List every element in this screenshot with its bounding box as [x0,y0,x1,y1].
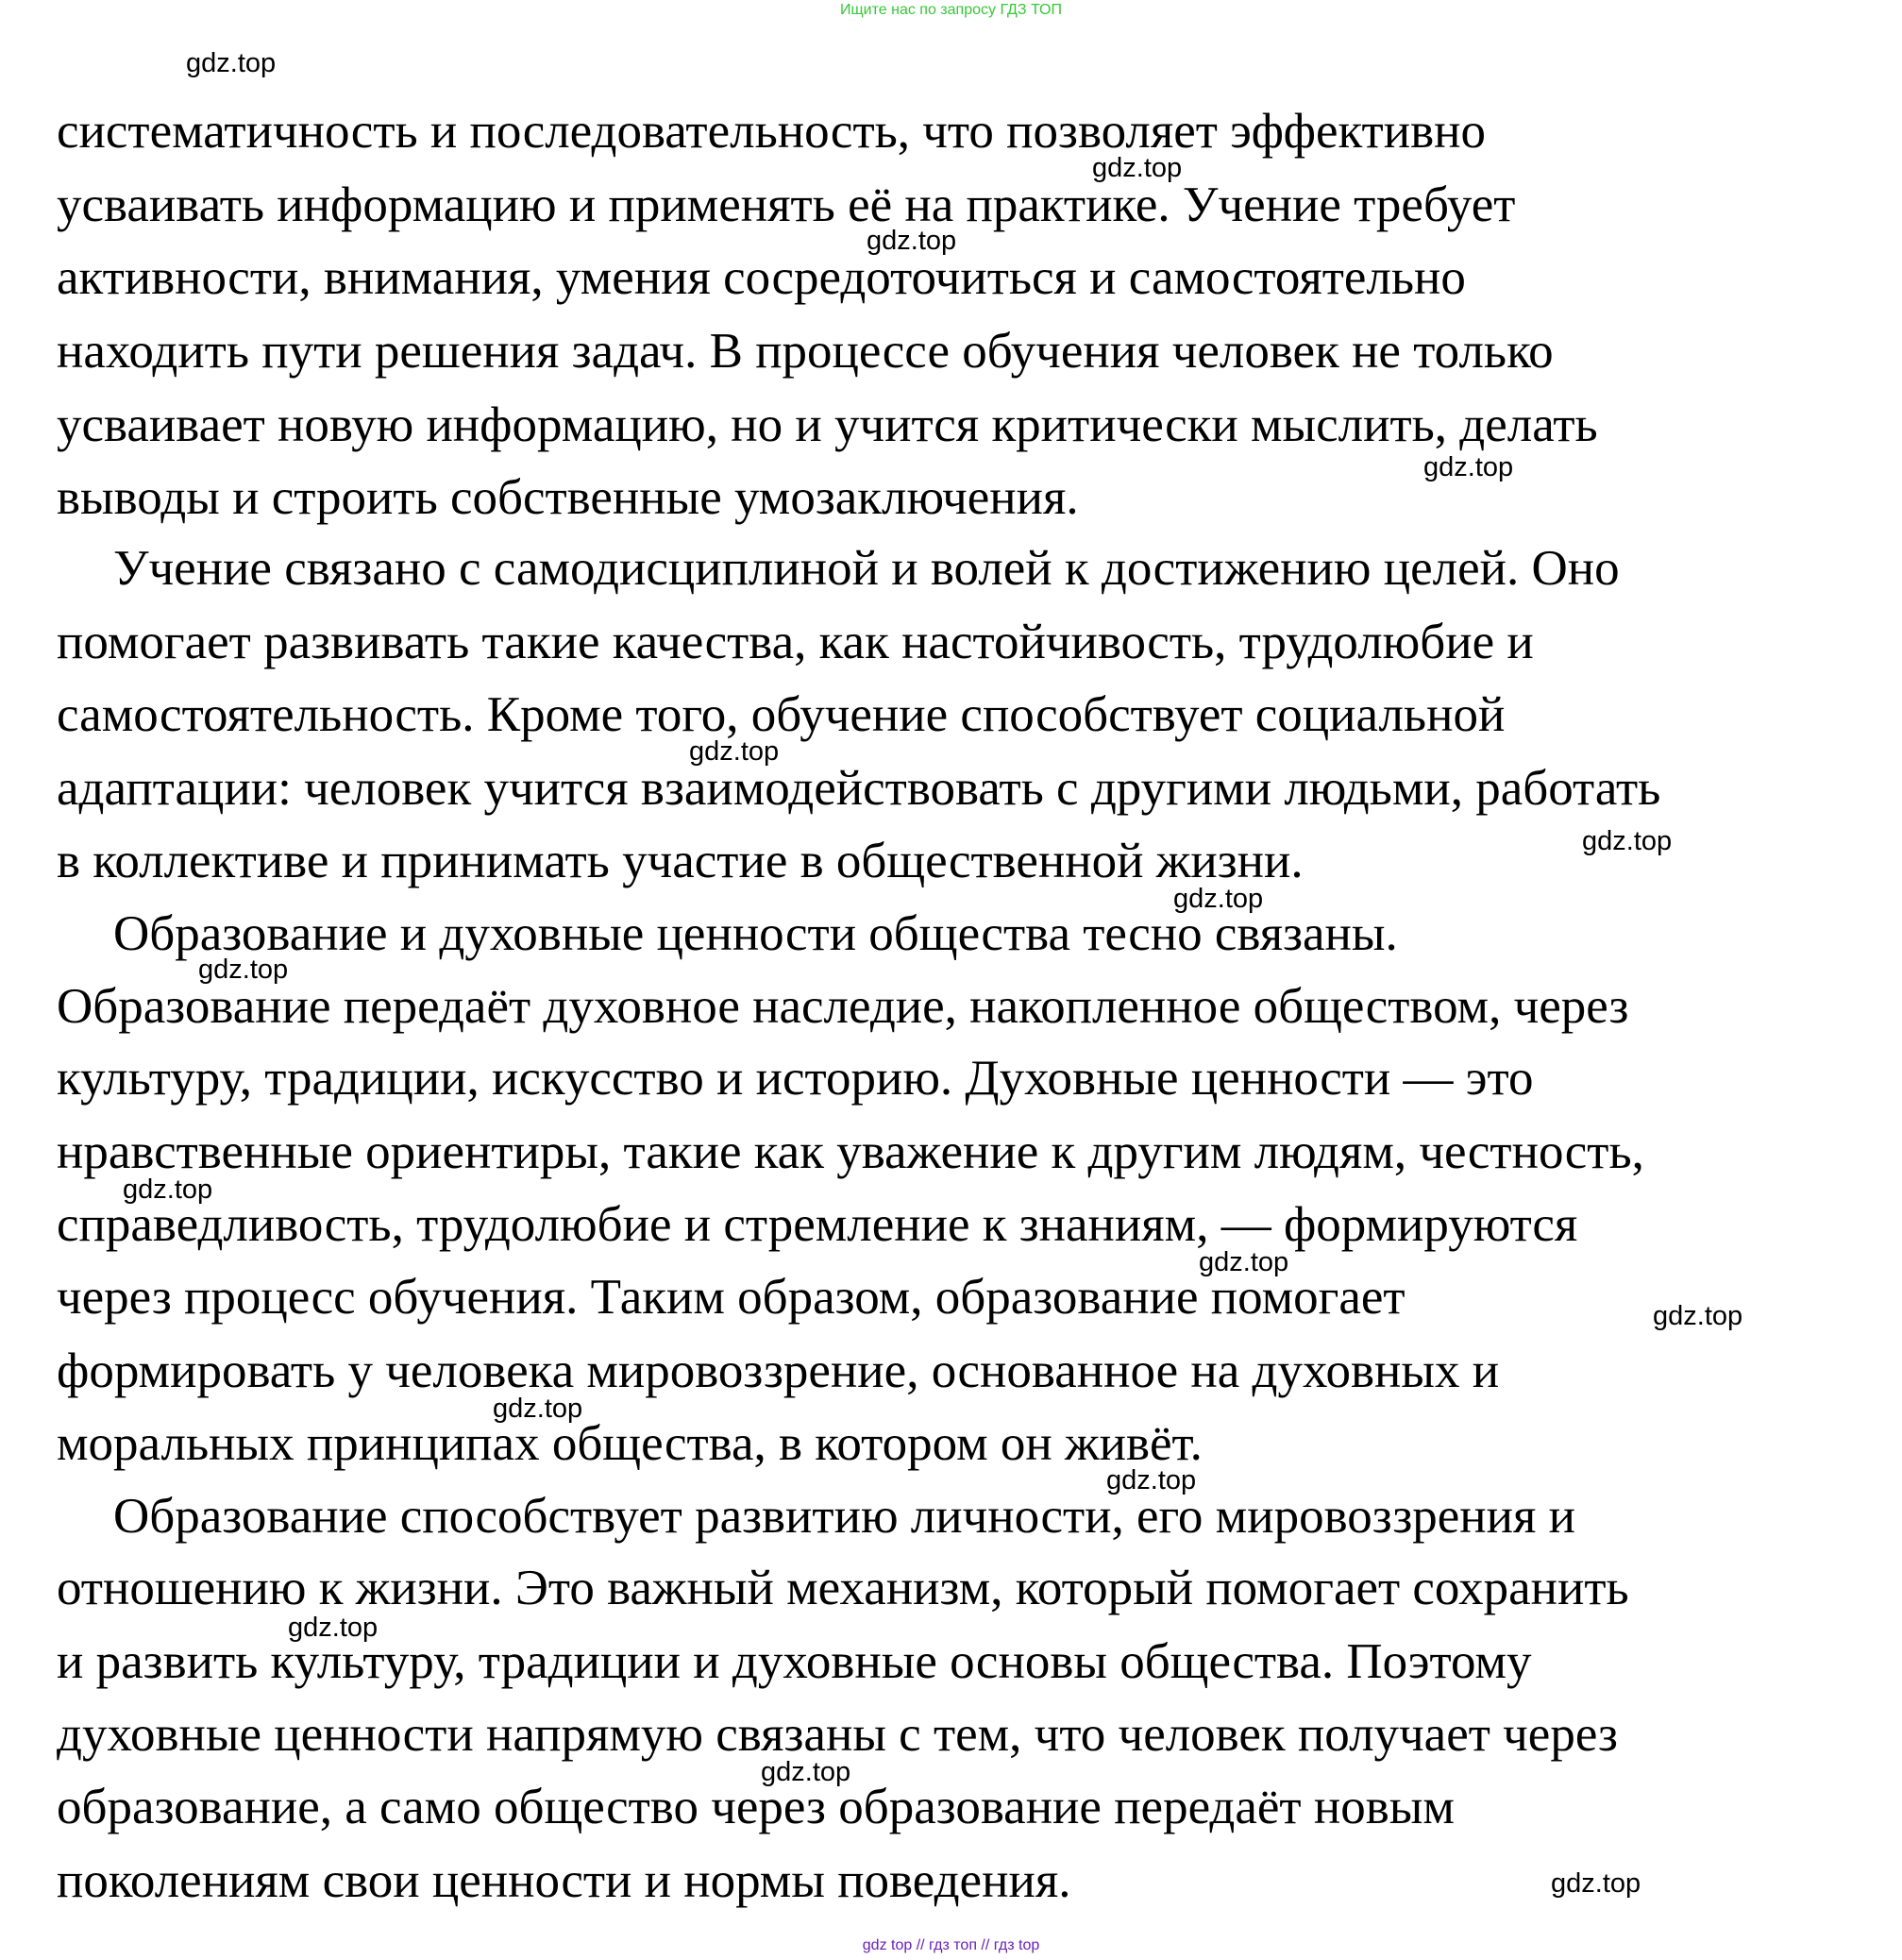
watermark: gdz.top [867,226,957,256]
watermark: gdz.top [1423,452,1514,482]
text-line: моральных принципах общества, в котором он живёт. [57,1416,1203,1471]
paragraph-start-line: Учение связано с самодисциплиной и волей к достижению целей. Оно [113,541,1620,596]
text-line: систематичность и последовательность, что позволяет эффективно [57,104,1486,159]
watermark: gdz.top [288,1613,379,1643]
text-line: духовные ценности напрямую связаны с тем, что человек получает через [57,1707,1618,1762]
watermark: gdz.top [1653,1301,1743,1331]
watermark: gdz.top [689,736,780,767]
watermark: gdz.top [198,955,289,985]
watermark: gdz.top [493,1394,583,1424]
paragraph-start-line: Образование и духовные ценности общества тесно связаны. [113,906,1398,961]
text-line: культуру, традиции, искусство и историю. Духовные ценности — это [57,1051,1534,1106]
text-line: поколениям свои ценности и нормы поведения. [57,1853,1071,1908]
watermark: gdz.top [186,48,277,78]
text-line: нравственные ориентиры, такие как уважение к другим людям, честность, [57,1124,1644,1179]
text-line: формировать у человека мировоззрение, основанное на духовных и [57,1343,1500,1398]
text-line: адаптации: человек учится взаимодействовать с другими людьми, работать [57,761,1661,816]
watermark: gdz.top [123,1174,213,1205]
text-line: отношению к жизни. Это важный механизм, который помогает сохранить [57,1561,1629,1615]
text-line: в коллективе и принимать участие в общественной жизни. [57,834,1304,888]
text-line: находить пути решения задач. В процессе обучения человек не только [57,324,1554,379]
text-line: помогает развивать такие качества, как настойчивость, трудолюбие и [57,615,1534,669]
text-line: самостоятельность. Кроме того, обучение способствует социальной [57,687,1506,742]
site-banner[interactable]: Ищите нас по запросу ГДЗ ТОП [840,2,1062,18]
watermark: gdz.top [1106,1465,1197,1495]
text-line: через процесс обучения. Таким образом, образование помогает [57,1270,1405,1325]
watermark: gdz.top [761,1757,851,1787]
footer-links[interactable]: gdz top // гдз топ // гдз top [862,1937,1040,1953]
watermark: gdz.top [1582,826,1673,856]
text-line: образование, а само общество через образование передаёт новым [57,1780,1455,1834]
text-line: активности, внимания, умения сосредоточиться и самостоятельно [57,250,1466,305]
watermark: gdz.top [1173,884,1264,914]
text-line: Образование передаёт духовное наследие, накопленное обществом, через [57,979,1629,1034]
paragraph-start-line: Образование способствует развитию личности, его мировоззрения и [113,1489,1576,1544]
watermark: gdz.top [1199,1247,1289,1277]
text-line: и развить культуру, традиции и духовные основы общества. Поэтому [57,1634,1532,1689]
watermark: gdz.top [1551,1868,1641,1899]
text-line: выводы и строить собственные умозаключения. [57,470,1079,525]
text-line: справедливость, трудолюбие и стремление к знаниям, — формируются [57,1197,1578,1252]
text-line: усваивать информацию и применять её на практике. Учение требует [57,177,1516,232]
watermark: gdz.top [1092,153,1183,183]
text-line: усваивает новую информацию, но и учится критически мыслить, делать [57,397,1598,452]
